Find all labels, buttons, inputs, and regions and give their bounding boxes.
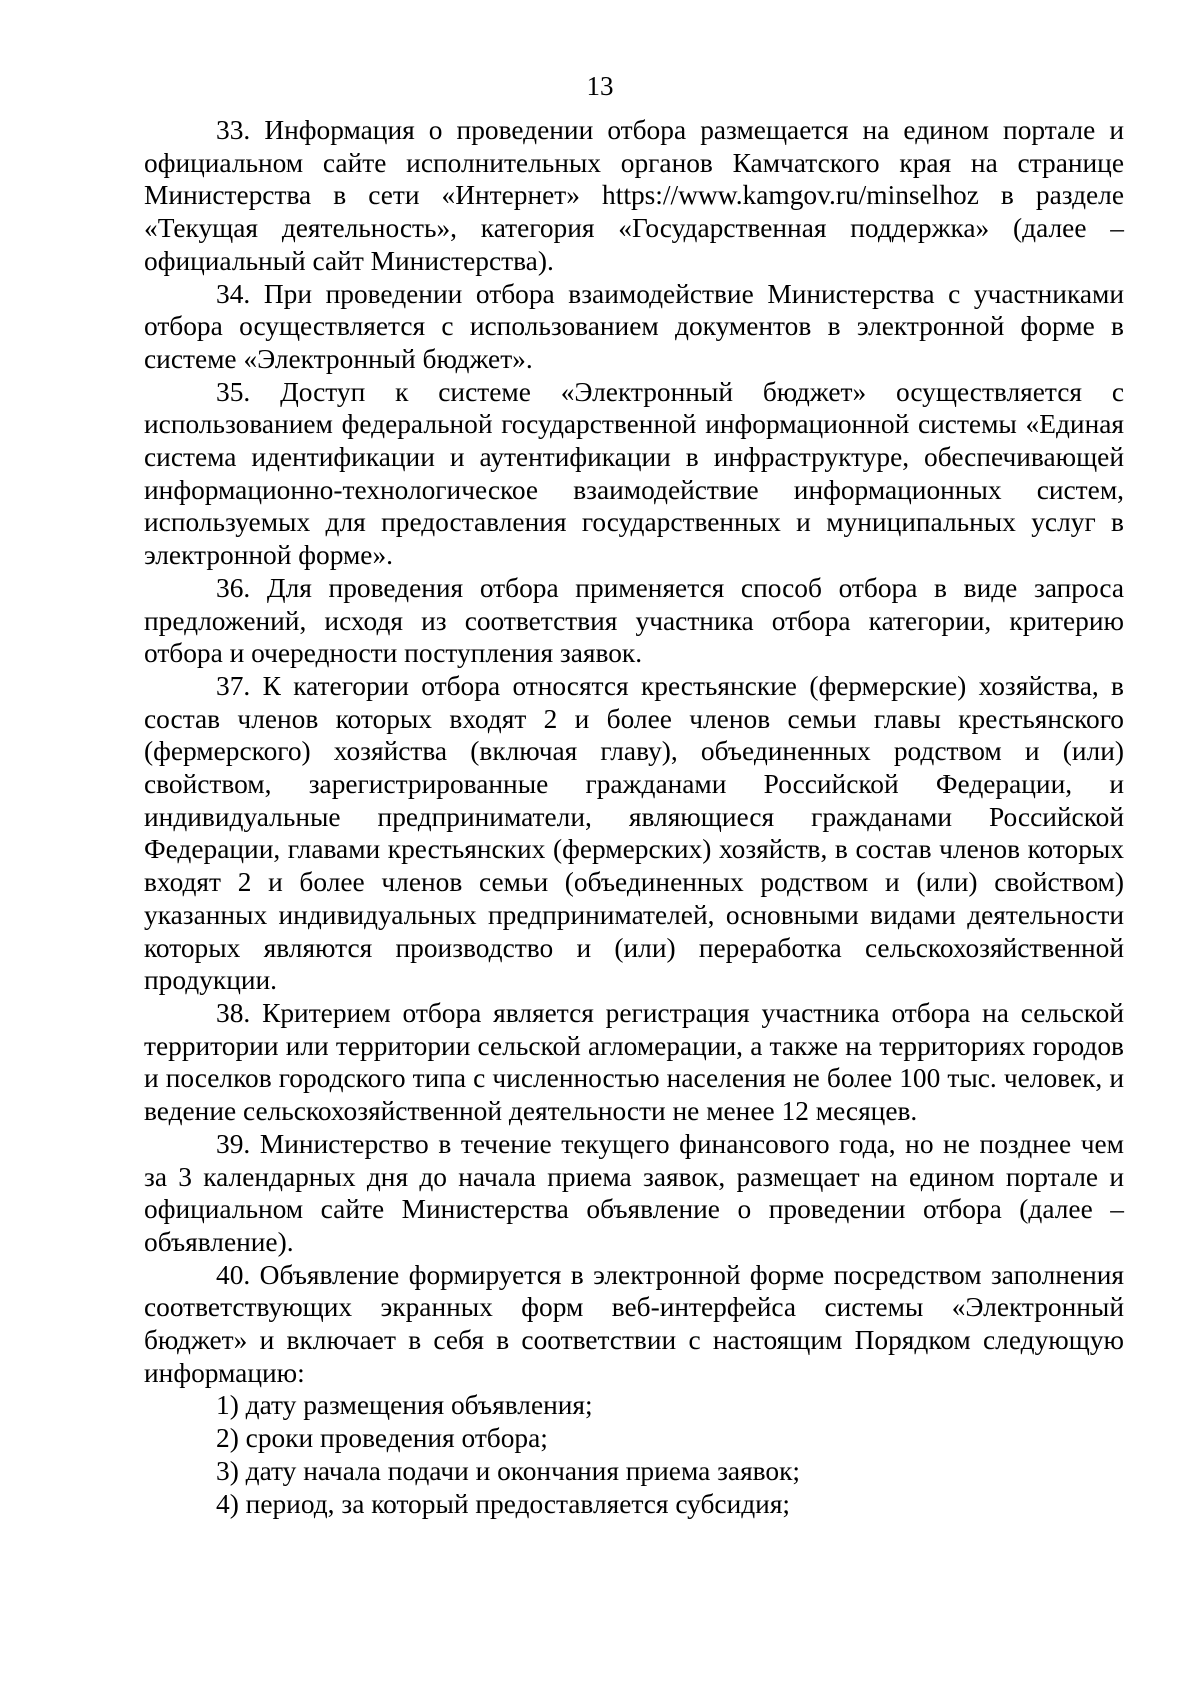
list-item-4: 4) период, за который предоставляется субсидия; bbox=[216, 1488, 791, 1519]
page-number: 13 bbox=[586, 71, 614, 101]
list-item-3: 3) дату начала подачи и окончания приема заявок; bbox=[216, 1455, 801, 1486]
paragraph-37: 37. К категории отбора относятся крестьянские (фермерские) хозяйства, в состав членов которых входят 2 и более членов семьи главы крестьянского (фермерского) хозяйства (включая главу), объединенных родством и (или) свойством, зарегистрированные гражданами Российской Федерации, и индивидуальные предприниматели, являющиеся гражданами Российской Федерации, главами крестьянских (фермерских) хозяйств, в состав членов которых входят 2 и более членов семьи (объединенных родством и (или) свойством) указанных индивидуальных предпринимателей, основными видами деятельности которых являются производство и (или) переработка сельскохозяйственной продукции. bbox=[144, 670, 1124, 996]
list-item-1: 1) дату размещения объявления; bbox=[216, 1390, 593, 1421]
paragraph-35: 35. Доступ к системе «Электронный бюджет» осуществляется с использованием федеральной государственной информационной системы «Единая система идентификации и аутентификации в инфраструктуре, обеспечивающей информационно-технологическое взаимодействие информационных систем, используемых для предоставления государственных и муниципальных услуг в электронной форме». bbox=[144, 376, 1124, 571]
paragraph-34: 34. При проведении отбора взаимодействие Министерства с участниками отбора осуществляется с использованием документов в электронной форме в системе «Электронный бюджет». bbox=[144, 278, 1124, 374]
list-item-2: 2) сроки проведения отбора; bbox=[216, 1423, 548, 1454]
paragraph-33: 33. Информация о проведении отбора размещается на едином портале и официальном сайте исполнительных органов Камчатского края на странице Министерства в сети «Интернет» https://www.kamgov.ru/minselhoz в разделе «Текущая деятельность», категория «Государственная поддержка» (далее – официальный сайт Министерства). bbox=[144, 115, 1124, 276]
paragraph-39: 39. Министерство в течение текущего финансового года, но не позднее чем за 3 календарных дня до начала приема заявок, размещает на едином портале и официальном сайте Министерства объявление о проведении отбора (далее – объявление). bbox=[144, 1128, 1124, 1257]
document-body bbox=[144, 114, 1124, 1520]
paragraph-36: 36. Для проведения отбора применяется способ отбора в виде запроса предложений, исходя из соответствия участника отбора категории, критерию отбора и очередности поступления заявок. bbox=[144, 572, 1124, 669]
paragraph-38: 38. Критерием отбора является регистрация участника отбора на сельской территории или территории сельской агломерации, а также на территориях городов и поселков городского типа с численностью населения не более 100 тыс. человек, и ведение сельскохозяйственной деятельности не менее 12 месяцев. bbox=[144, 997, 1124, 1127]
paragraph-40: 40. Объявление формируется в электронной форме посредством заполнения соответствующих экранных форм веб-интерфейса системы «Электронный бюджет» и включает в себя в соответствии с настоящим Порядком следующую информацию: bbox=[144, 1259, 1124, 1388]
